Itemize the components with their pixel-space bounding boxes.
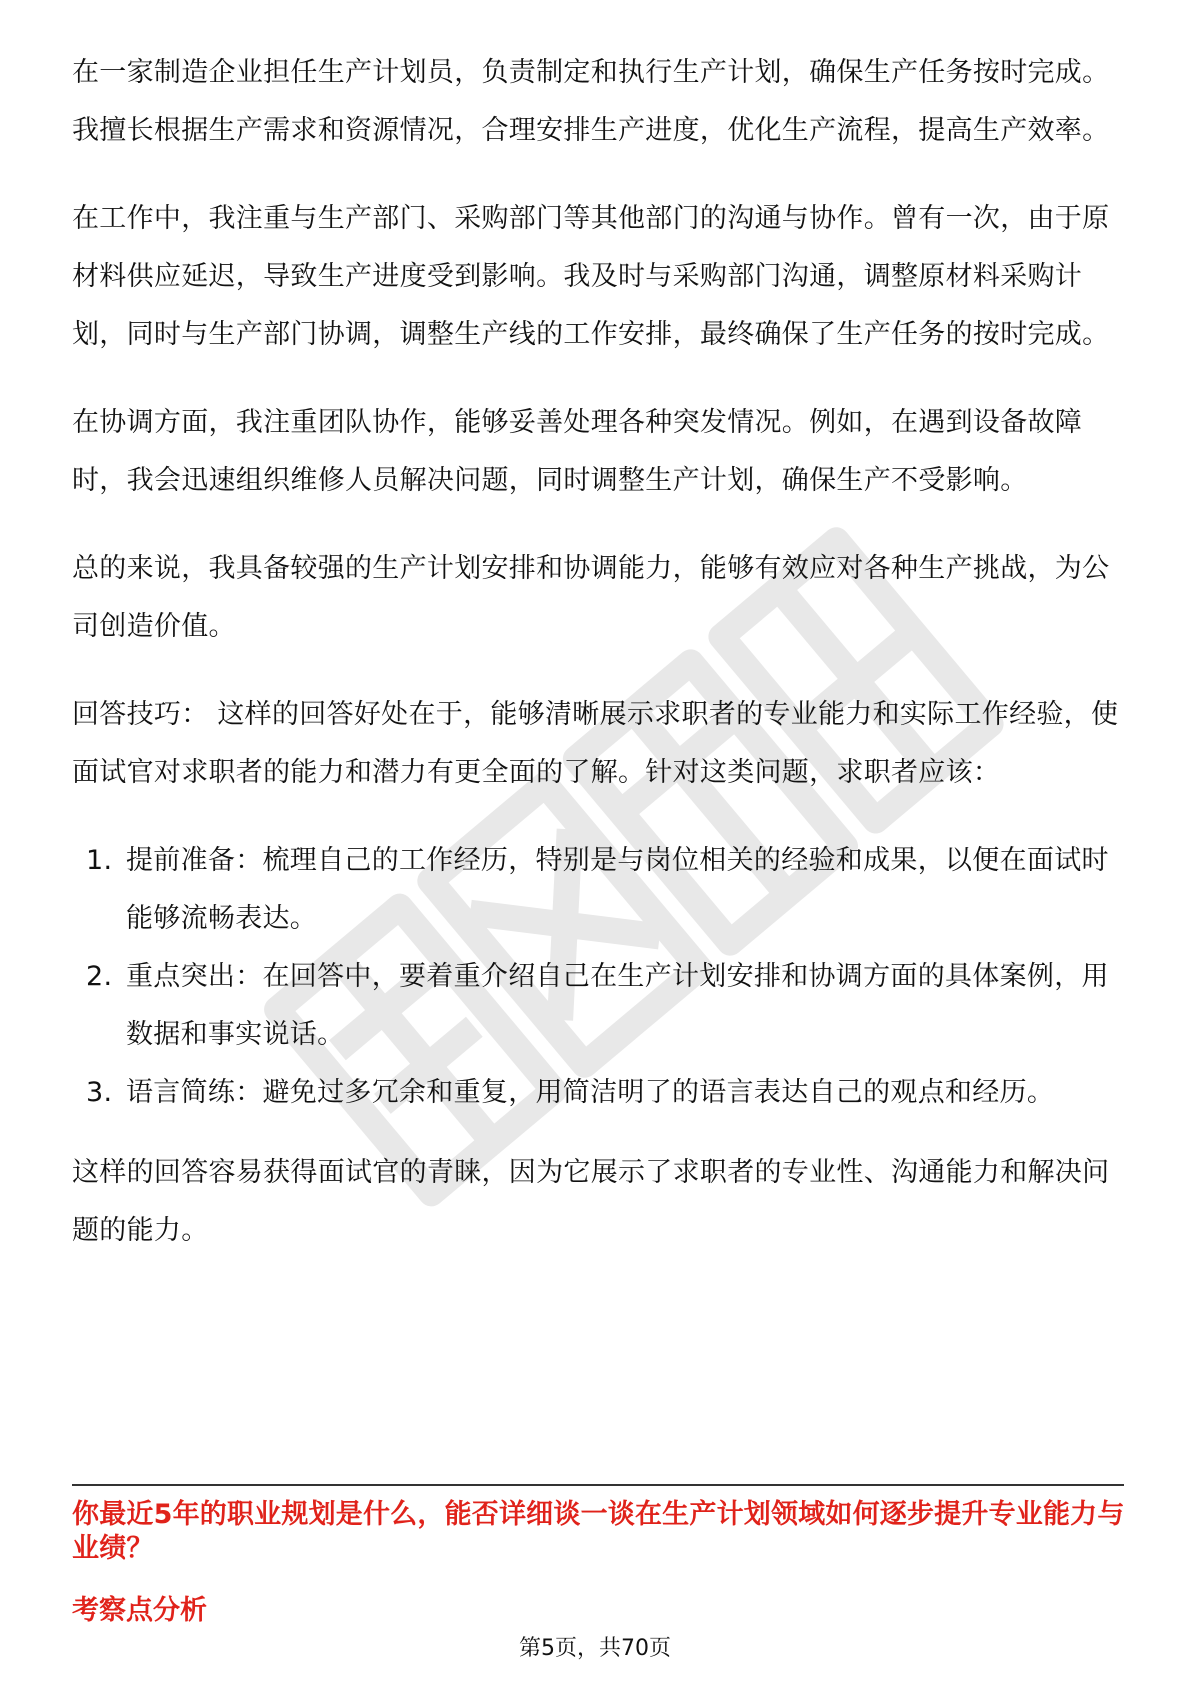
paragraph-coordination: 在协调方面，我注重团队协作，能够妥善处理各种突发情况。例如，在遇到设备故障时，我会迅速组织维修人员解决问题，同时调整生产计划，确保生产不受影响。 — [72, 407, 1083, 496]
next-question-heading: 你最近5年的职业规划是什么，能否详细谈一谈在生产计划领域如何逐步提升专业能力与业绩？ — [72, 1499, 1125, 1564]
list-item-text: 语言简练：避免过多冗余和重复，用简洁明了的语言表达自己的观点和经历。 — [126, 1077, 1055, 1108]
list-item-text: 重点突出：在回答中，要着重介绍自己在生产计划安排和协调方面的具体案例，用数据和事实说话。 — [126, 961, 1109, 1050]
main-content — [72, 44, 1122, 1290]
page-footer: 第5页，共70页 — [519, 1636, 671, 1661]
section-divider — [72, 1484, 1124, 1486]
list-item — [72, 832, 1122, 948]
paragraph-summary: 总的来说，我具备较强的生产计划安排和协调能力，能够有效应对各种生产挑战，为公司创造价值。 — [72, 553, 1110, 642]
paragraph-answer-tips: 回答技巧： 这样的回答好处在于，能够清晰展示求职者的专业能力和实际工作经验，使面试官对求职者的能力和潜力有更全面的了解。针对这类问题，求职者应该： — [72, 699, 1119, 788]
paragraph-communication: 在工作中，我注重与生产部门、采购部门等其他部门的沟通与协作。曾有一次，由于原材料供应延迟，导致生产进度受到影响。我及时与采购部门沟通，调整原材料采购计划，同时与生产部门协调，调整生产线的工作安排，最终确保了生产任务的按时完成。 — [72, 203, 1110, 350]
list-item — [72, 948, 1122, 1064]
list-item-number: 1. — [86, 845, 113, 876]
paragraph-closing: 这样的回答容易获得面试官的青睐，因为它展示了求职者的专业性、沟通能力和解决问题的能力。 — [72, 1157, 1110, 1246]
list-item — [72, 1064, 1122, 1122]
paragraph-experience: 在一家制造企业担任生产计划员，负责制定和执行生产计划，确保生产任务按时完成。我擅长根据生产需求和资源情况，合理安排生产进度，优化生产流程，提高生产效率。 — [72, 57, 1110, 146]
list-item-number: 2. — [86, 961, 113, 992]
analysis-heading: 考察点分析 — [72, 1595, 207, 1626]
list-item-number: 3. — [86, 1077, 113, 1108]
tips-list — [72, 832, 1122, 1122]
list-item-text: 提前准备：梳理自己的工作经历，特别是与岗位相关的经验和成果，以便在面试时能够流畅表达。 — [126, 845, 1109, 934]
